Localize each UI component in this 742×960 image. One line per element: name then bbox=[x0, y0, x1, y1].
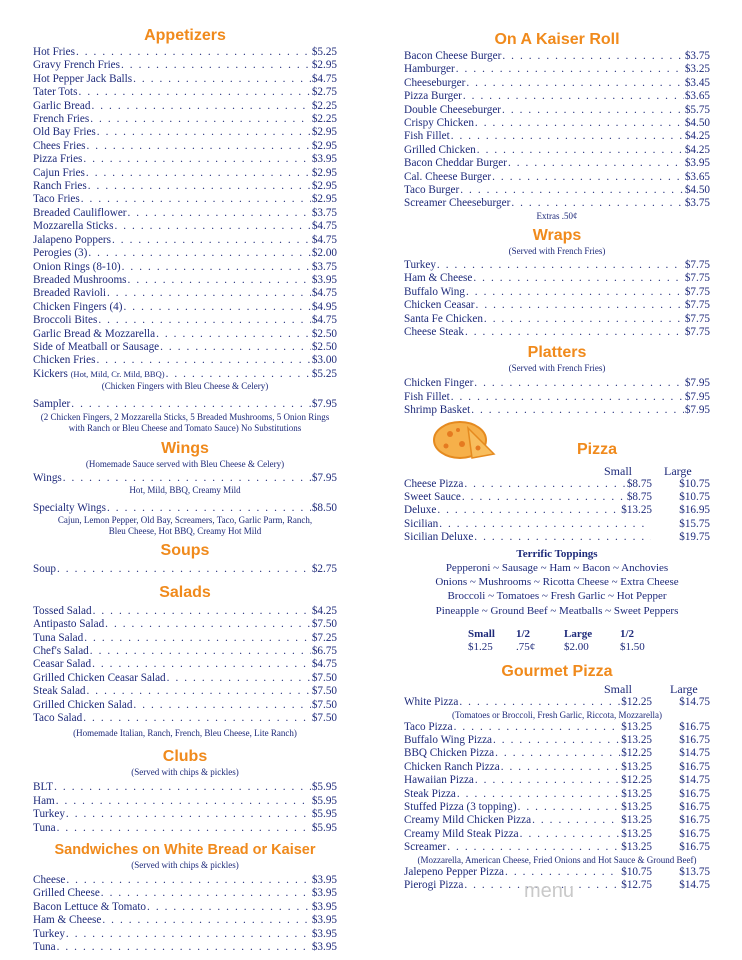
watermark-logo: menu bbox=[524, 880, 575, 902]
menu-item: Stuffed Pizza (3 topping) . . . $13.25 $16.75 bbox=[404, 801, 710, 814]
screamer-note: (Mozzarella, American Cheese, Fried Onions and Hot Sauce & Ground Beef) bbox=[417, 854, 697, 865]
sandwiches-note: (Served with chips & pickles) bbox=[131, 860, 239, 871]
menu-item: Steak Pizza . . . $13.25 $16.75 bbox=[404, 788, 710, 801]
salads-list bbox=[33, 605, 337, 726]
menu-item: Cajun Fries . . . $2.95 bbox=[33, 167, 337, 180]
menu-item: Chicken Ceasar . . . $7.75 bbox=[404, 299, 710, 312]
gourmet-heading: Gourmet Pizza bbox=[501, 663, 613, 681]
menu-item: Tater Tots . . . $2.75 bbox=[33, 86, 337, 99]
menu-item: Tuna . . . $3.95 bbox=[33, 941, 337, 954]
topping-line: Pineapple ~ Ground Beef ~ Meatballs ~ Sweet Peppers bbox=[435, 604, 679, 617]
platters-note: (Served with French Fries) bbox=[508, 363, 606, 374]
sampler-note: with Ranch or Bleu Cheese and Tomato Sauce) No Substitutions bbox=[68, 422, 302, 433]
menu-item: Soup . . . $2.75 bbox=[33, 563, 337, 576]
menu-item: Tuna . . . $5.95 bbox=[33, 822, 337, 835]
pizza-list bbox=[404, 478, 710, 545]
menu-item: Breaded Cauliflower . . . $3.75 bbox=[33, 207, 337, 220]
menu-item: Perogies (3) . . . $2.00 bbox=[33, 247, 337, 260]
menu-item: Onion Rings (8-10) . . . $3.75 bbox=[33, 261, 337, 274]
soups-heading: Soups bbox=[160, 542, 210, 560]
menu-item: Old Bay Fries . . . $2.95 bbox=[33, 126, 337, 139]
menu-item: Hamburger . . . $3.25 bbox=[404, 63, 710, 76]
menu-item: Grilled Chicken Salad . . . $7.50 bbox=[33, 699, 337, 712]
menu-item: Cheese Pizza . . . $8.75 $10.75 bbox=[404, 478, 710, 491]
toppings-list bbox=[404, 561, 710, 619]
white-pizza-note: (Tomatoes or Broccoli, Fresh Garlic, Riccota, Mozzarella) bbox=[451, 709, 663, 720]
menu-item: Side of Meatball or Sausage . . . $2.50 bbox=[33, 341, 337, 354]
pizza-size-header: Small Large bbox=[604, 463, 692, 478]
menu-item: Chicken Fries . . . $3.00 bbox=[33, 354, 337, 367]
pizza-icon bbox=[432, 418, 496, 464]
menu-item: Deluxe . . . $13.25 $16.95 bbox=[404, 504, 710, 517]
menu-item: Creamy Mild Chicken Pizza . . . $13.25 $16.75 bbox=[404, 814, 710, 827]
left-column bbox=[33, 0, 337, 955]
kaiser-list bbox=[404, 50, 710, 211]
menu-item: Pizza Fries . . . $3.95 bbox=[33, 153, 337, 166]
gourmet-list bbox=[404, 721, 710, 855]
menu-item: Ham . . . $5.95 bbox=[33, 795, 337, 808]
menu-item: Cheese Steak . . . $7.75 bbox=[404, 326, 710, 339]
menu-item: Screamer . . . $13.25 $16.75 bbox=[404, 841, 710, 854]
menu-item: Jalepeno Pepper Pizza . . . $10.75 $13.75 bbox=[404, 866, 710, 879]
menu-item: Santa Fe Chicken . . . $7.75 bbox=[404, 313, 710, 326]
menu-item: Bacon Cheddar Burger . . . $3.95 bbox=[404, 157, 710, 170]
platters-heading: Platters bbox=[527, 344, 587, 362]
menu-item: Chicken Ranch Pizza . . . $13.25 $16.75 bbox=[404, 761, 710, 774]
menu-item: Turkey . . . $5.95 bbox=[33, 808, 337, 821]
menu-item: Ranch Fries . . . $2.95 bbox=[33, 180, 337, 193]
menu-item: Sweet Sauce . . . $8.75 $10.75 bbox=[404, 491, 710, 504]
kickers-note: (Chicken Fingers with Bleu Cheese & Celery) bbox=[101, 381, 269, 392]
menu-item: French Fries . . . $2.25 bbox=[33, 113, 337, 126]
menu-item: Bacon Cheese Burger . . . $3.75 bbox=[404, 50, 710, 63]
menu-item: Crispy Chicken . . . $4.50 bbox=[404, 117, 710, 130]
menu-item: Fish Fillet . . . $7.95 bbox=[404, 391, 710, 404]
menu-item: Garlic Bread & Mozzarella . . . $2.50 bbox=[33, 328, 337, 341]
menu-item: Creamy Mild Steak Pizza . . . $13.25 $16.75 bbox=[404, 828, 710, 841]
clubs-list bbox=[33, 781, 337, 835]
menu-item: Hawaiian Pizza . . . $12.25 $14.75 bbox=[404, 774, 710, 787]
topping-line: Onions ~ Mushrooms ~ Ricotta Cheese ~ Extra Cheese bbox=[435, 575, 679, 588]
menu-item: Breaded Mushrooms . . . $3.95 bbox=[33, 274, 337, 287]
menu-item: Gravy French Fries . . . $2.95 bbox=[33, 59, 337, 72]
menu-item: Taco Fries . . . $2.95 bbox=[33, 193, 337, 206]
extras-note: Extras .50¢ bbox=[536, 210, 578, 221]
menu-item: Turkey . . . $3.95 bbox=[33, 928, 337, 941]
clubs-heading: Clubs bbox=[162, 748, 208, 766]
menu-item: Screamer Cheeseburger . . . $3.75 bbox=[404, 197, 710, 210]
menu-item: Hot Fries . . . $5.25 bbox=[33, 46, 337, 59]
menu-item: Chees Fries . . . $2.95 bbox=[33, 140, 337, 153]
menu-item: Broccoli Bites . . . $4.75 bbox=[33, 314, 337, 327]
menu-item: Jalapeno Poppers . . . $4.75 bbox=[33, 234, 337, 247]
menu-item: Buffalo Wing Pizza . . . $13.25 $16.75 bbox=[404, 734, 710, 747]
menu-item: Mozzarella Sticks . . . $4.75 bbox=[33, 220, 337, 233]
menu-item: Pierogi Pizza . . . $12.75 $14.75 bbox=[404, 879, 710, 892]
menu-item: Steak Salad . . . $7.50 bbox=[33, 685, 337, 698]
menu-item: Hot Pepper Jack Balls . . . $4.75 bbox=[33, 73, 337, 86]
menu-item: BBQ Chicken Pizza . . . $12.25 $14.75 bbox=[404, 747, 710, 760]
topping-price-table: Small 1/2 Large 1/2 $1.25 .75¢ $2.00 $1.50 bbox=[468, 628, 645, 654]
specialty-note: Bleu Cheese, Hot BBQ, Creamy Hot Mild bbox=[108, 526, 262, 537]
topping-line: Pepperoni ~ Sausage ~ Ham ~ Bacon ~ Anchovies bbox=[445, 561, 669, 574]
kaiser-heading: On A Kaiser Roll bbox=[494, 31, 620, 48]
menu-item: Ham & Cheese . . . $7.75 bbox=[404, 272, 710, 285]
menu-item: Breaded Ravioli . . . $4.75 bbox=[33, 287, 337, 300]
menu-item: Grilled Chicken Ceasar Salad . . . $7.50 bbox=[33, 672, 337, 685]
menu-item: Sicilian . . . $15.75 bbox=[404, 518, 710, 531]
menu-item: Tuna Salad . . . $7.25 bbox=[33, 632, 337, 645]
wraps-heading: Wraps bbox=[532, 226, 582, 244]
menu-item: Sicilian Deluxe . . . $19.75 bbox=[404, 531, 710, 544]
wings-note: (Homemade Sauce served with Bleu Cheese & Celery) bbox=[85, 458, 285, 469]
menu-item: Fish Fillet . . . $4.25 bbox=[404, 130, 710, 143]
menu-item: Cheeseburger . . . $3.45 bbox=[404, 77, 710, 90]
menu-item: Ham & Cheese . . . $3.95 bbox=[33, 914, 337, 927]
menu-item: Bacon Lettuce & Tomato . . . $3.95 bbox=[33, 901, 337, 914]
menu-item: Kickers (Hot, Mild, Cr. Mild, BBQ) . . . $5.25 bbox=[33, 368, 337, 381]
platters-list bbox=[404, 377, 710, 417]
menu-item: Taco Salad . . . $7.50 bbox=[33, 712, 337, 725]
menu-item: Taco Pizza . . . $13.25 $16.75 bbox=[404, 721, 710, 734]
menu-item: Shrimp Basket . . . $7.95 bbox=[404, 404, 710, 417]
menu-item: Pizza Burger . . . $3.65 bbox=[404, 90, 710, 103]
menu-item: Sampler . . . $7.95 bbox=[33, 398, 337, 411]
menu-item: Specialty Wings . . . $8.50 bbox=[33, 502, 337, 515]
menu-item: Chicken Finger . . . $7.95 bbox=[404, 377, 710, 390]
menu-item: Chicken Fingers (4) . . . $4.95 bbox=[33, 301, 337, 314]
wings-heading: Wings bbox=[161, 439, 209, 457]
sandwiches-list bbox=[33, 874, 337, 954]
sampler-note: (2 Chicken Fingers, 2 Mozzarella Sticks, 5 Breaded Mushrooms, 5 Onion Rings bbox=[40, 411, 330, 422]
pizza-heading: Pizza bbox=[576, 440, 617, 458]
soups-list bbox=[33, 563, 337, 576]
menu-item: Cal. Cheese Burger . . . $3.65 bbox=[404, 171, 710, 184]
toppings-title: Terrific Toppings bbox=[516, 547, 598, 560]
menu-item: Antipasto Salad . . . $7.50 bbox=[33, 618, 337, 631]
gourmet-size-header: Small Large bbox=[604, 682, 698, 697]
menu-item: Double Cheeseburger . . . $5.75 bbox=[404, 104, 710, 117]
wings-flavors: Hot, Mild, BBQ, Creamy Mild bbox=[129, 484, 241, 495]
menu-item: Grilled Chicken . . . $4.25 bbox=[404, 144, 710, 157]
menu-item: Ceasar Salad . . . $4.75 bbox=[33, 658, 337, 671]
menu-item: Buffalo Wing . . . $7.75 bbox=[404, 286, 710, 299]
menu-item: Cheese . . . $3.95 bbox=[33, 874, 337, 887]
menu-item: BLT . . . $5.95 bbox=[33, 781, 337, 794]
menu-item: Tossed Salad . . . $4.25 bbox=[33, 605, 337, 618]
menu-item: White Pizza . . . $12.25 $14.75 bbox=[404, 696, 710, 709]
specialty-note: Cajun, Lemon Pepper, Old Bay, Screamers, Taco, Garlic Parm, Ranch, bbox=[57, 515, 313, 526]
menu-item: Turkey . . . $7.75 bbox=[404, 259, 710, 272]
salads-note: (Homemade Italian, Ranch, French, Bleu Cheese, Lite Ranch) bbox=[73, 728, 297, 739]
menu-item: Garlic Bread . . . $2.25 bbox=[33, 100, 337, 113]
wraps-list bbox=[404, 259, 710, 339]
clubs-note: (Served with chips & pickles) bbox=[131, 767, 239, 778]
appetizers-list bbox=[33, 46, 337, 368]
menu-item: Grilled Cheese . . . $3.95 bbox=[33, 887, 337, 900]
sandwiches-heading: Sandwiches on White Bread or Kaiser bbox=[54, 842, 316, 859]
salads-heading: Salads bbox=[159, 583, 211, 601]
wraps-note: (Served with French Fries) bbox=[508, 245, 606, 256]
menu-item: Wings . . . $7.95 bbox=[33, 472, 337, 485]
menu-item: Taco Burger . . . $4.50 bbox=[404, 184, 710, 197]
appetizers-heading: Appetizers bbox=[144, 27, 226, 44]
topping-line: Broccoli ~ Tomatoes ~ Fresh Garlic ~ Hot Pepper bbox=[447, 590, 667, 603]
menu-item: Chef's Salad . . . $6.75 bbox=[33, 645, 337, 658]
